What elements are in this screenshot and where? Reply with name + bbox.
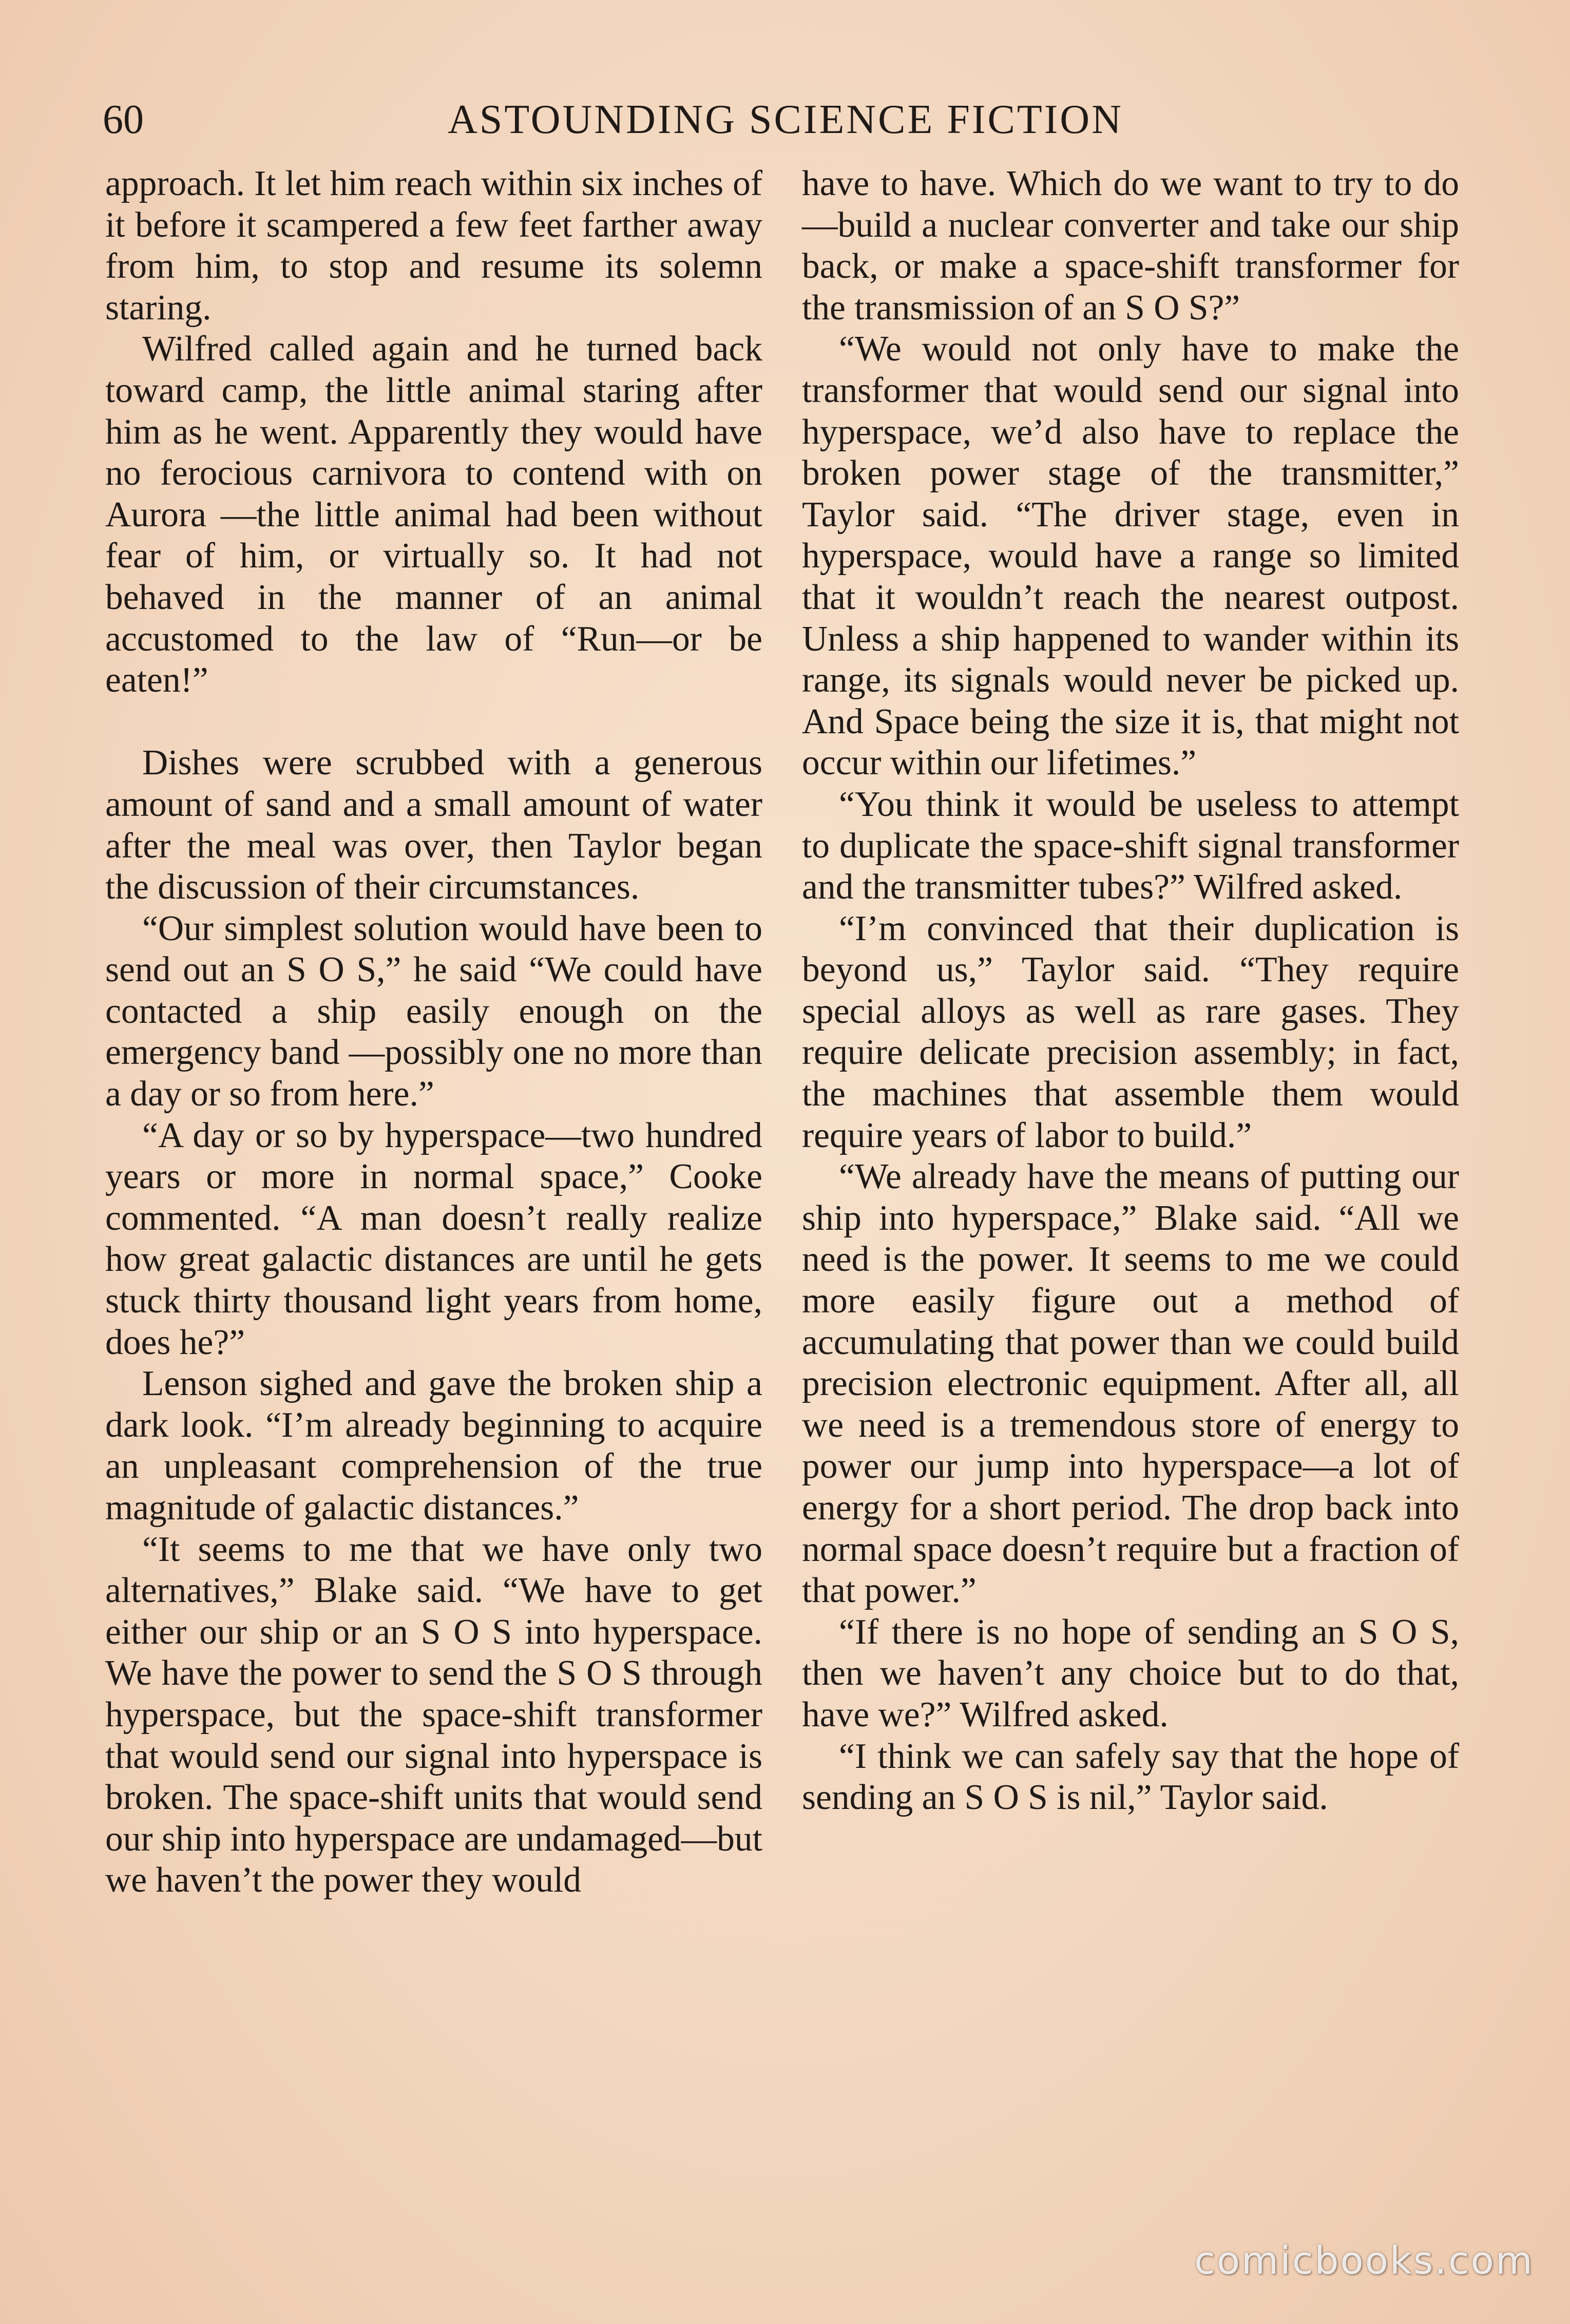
page-header [103, 91, 1468, 148]
page-number: 60 [103, 97, 144, 142]
paragraph: “I’m convinced that their duplication is beyond us,” Taylor said. “They require special alloys as well as rare gases. They require delicate precision assembly; in fact, the machines that assemble them would require years of labor to build.” [802, 908, 1459, 1155]
right-column [802, 163, 1459, 1819]
paragraph: “Our simplest solution would have been to send out an S O S,” he said “We could have contacted a ship easily enough on the emergency band —possibly one no more than a day or so from here.” [105, 908, 762, 1114]
left-column [105, 163, 762, 1901]
paragraph: Dishes were scrubbed with a generous amount of sand and a small amount of water after the meal was over, then Taylor began the discussion of their circumstances. [105, 743, 762, 907]
paragraph: “We already have the means of putting our ship into hyperspace,” Blake said. “All we need is the power. It seems to me we could more easily figure out a method of accumulating that power than we could build precision electronic equipment. After all, all we need is a tremendous store of energy to power our jump into hyperspace—a lot of energy for a short period. The drop back into normal space doesn’t require but a fraction of that power.” [802, 1157, 1459, 1611]
paragraph: “It seems to me that we have only two alternatives,” Blake said. “We have to get either our ship or an S O S into hyperspace. We have the power to send the S O S through hyperspace, but the space-shift transformer that would send our signal into hyperspace is broken. The space-shift units that would send our ship into hyperspace are undamaged—but we haven’t the power they would [105, 1529, 762, 1900]
paragraph: Wilfred called again and he turned back toward camp, the little animal staring after him as he went. Apparently they would have no ferocious carnivora to contend with on Aurora —the little animal had been without fear of him, or virtually so. It had not behaved in the manner of an animal accustomed to the law of “Run—or be eaten!” [105, 329, 762, 700]
paragraph: “If there is no hope of sending an S O S, then we haven’t any choice but to do that, have we?” Wilfred asked. [802, 1612, 1459, 1735]
paragraph: “You think it would be useless to attempt to duplicate the space-shift signal transformer and the transmitter tubes?” Wilfred asked. [802, 784, 1459, 907]
watermark: comicbooks.com [1194, 2239, 1534, 2283]
paragraph: have to have. Which do we want to try to do—build a nuclear converter and take our ship back, or make a space-shift transformer for the transmission of an S O S?” [802, 164, 1459, 328]
running-title: ASTOUNDING SCIENCE FICTION [448, 97, 1123, 142]
paragraph: “We would not only have to make the transformer that would send our signal into hyperspace, we’d also have to replace the broken power stage of the transmitter,” Taylor said. “The driver stage, even in hyperspace, would have a range so limited that it wouldn’t reach the nearest outpost. Unless a ship happened to wander within its range, its signals would never be picked up. And Space being the size it is, that might not occur within our lifetimes.” [802, 329, 1459, 783]
paragraph: “A day or so by hyperspace—two hundred years or more in normal space,” Cooke commented. “A man doesn’t really realize how great galactic distances are until he gets stuck thirty thousand light years from home, does he?” [105, 1115, 762, 1362]
paragraph: Lenson sighed and gave the broken ship a dark look. “I’m already beginning to acquire an unpleasant comprehension of the true magnitude of galactic distances.” [105, 1364, 762, 1528]
paragraph: “I think we can safely say that the hope of sending an S O S is nil,” Taylor said. [802, 1736, 1459, 1818]
paragraph: approach. It let him reach within six inches of it before it scampered a few feet farther away from him, to stop and resume its solemn staring. [105, 164, 762, 328]
